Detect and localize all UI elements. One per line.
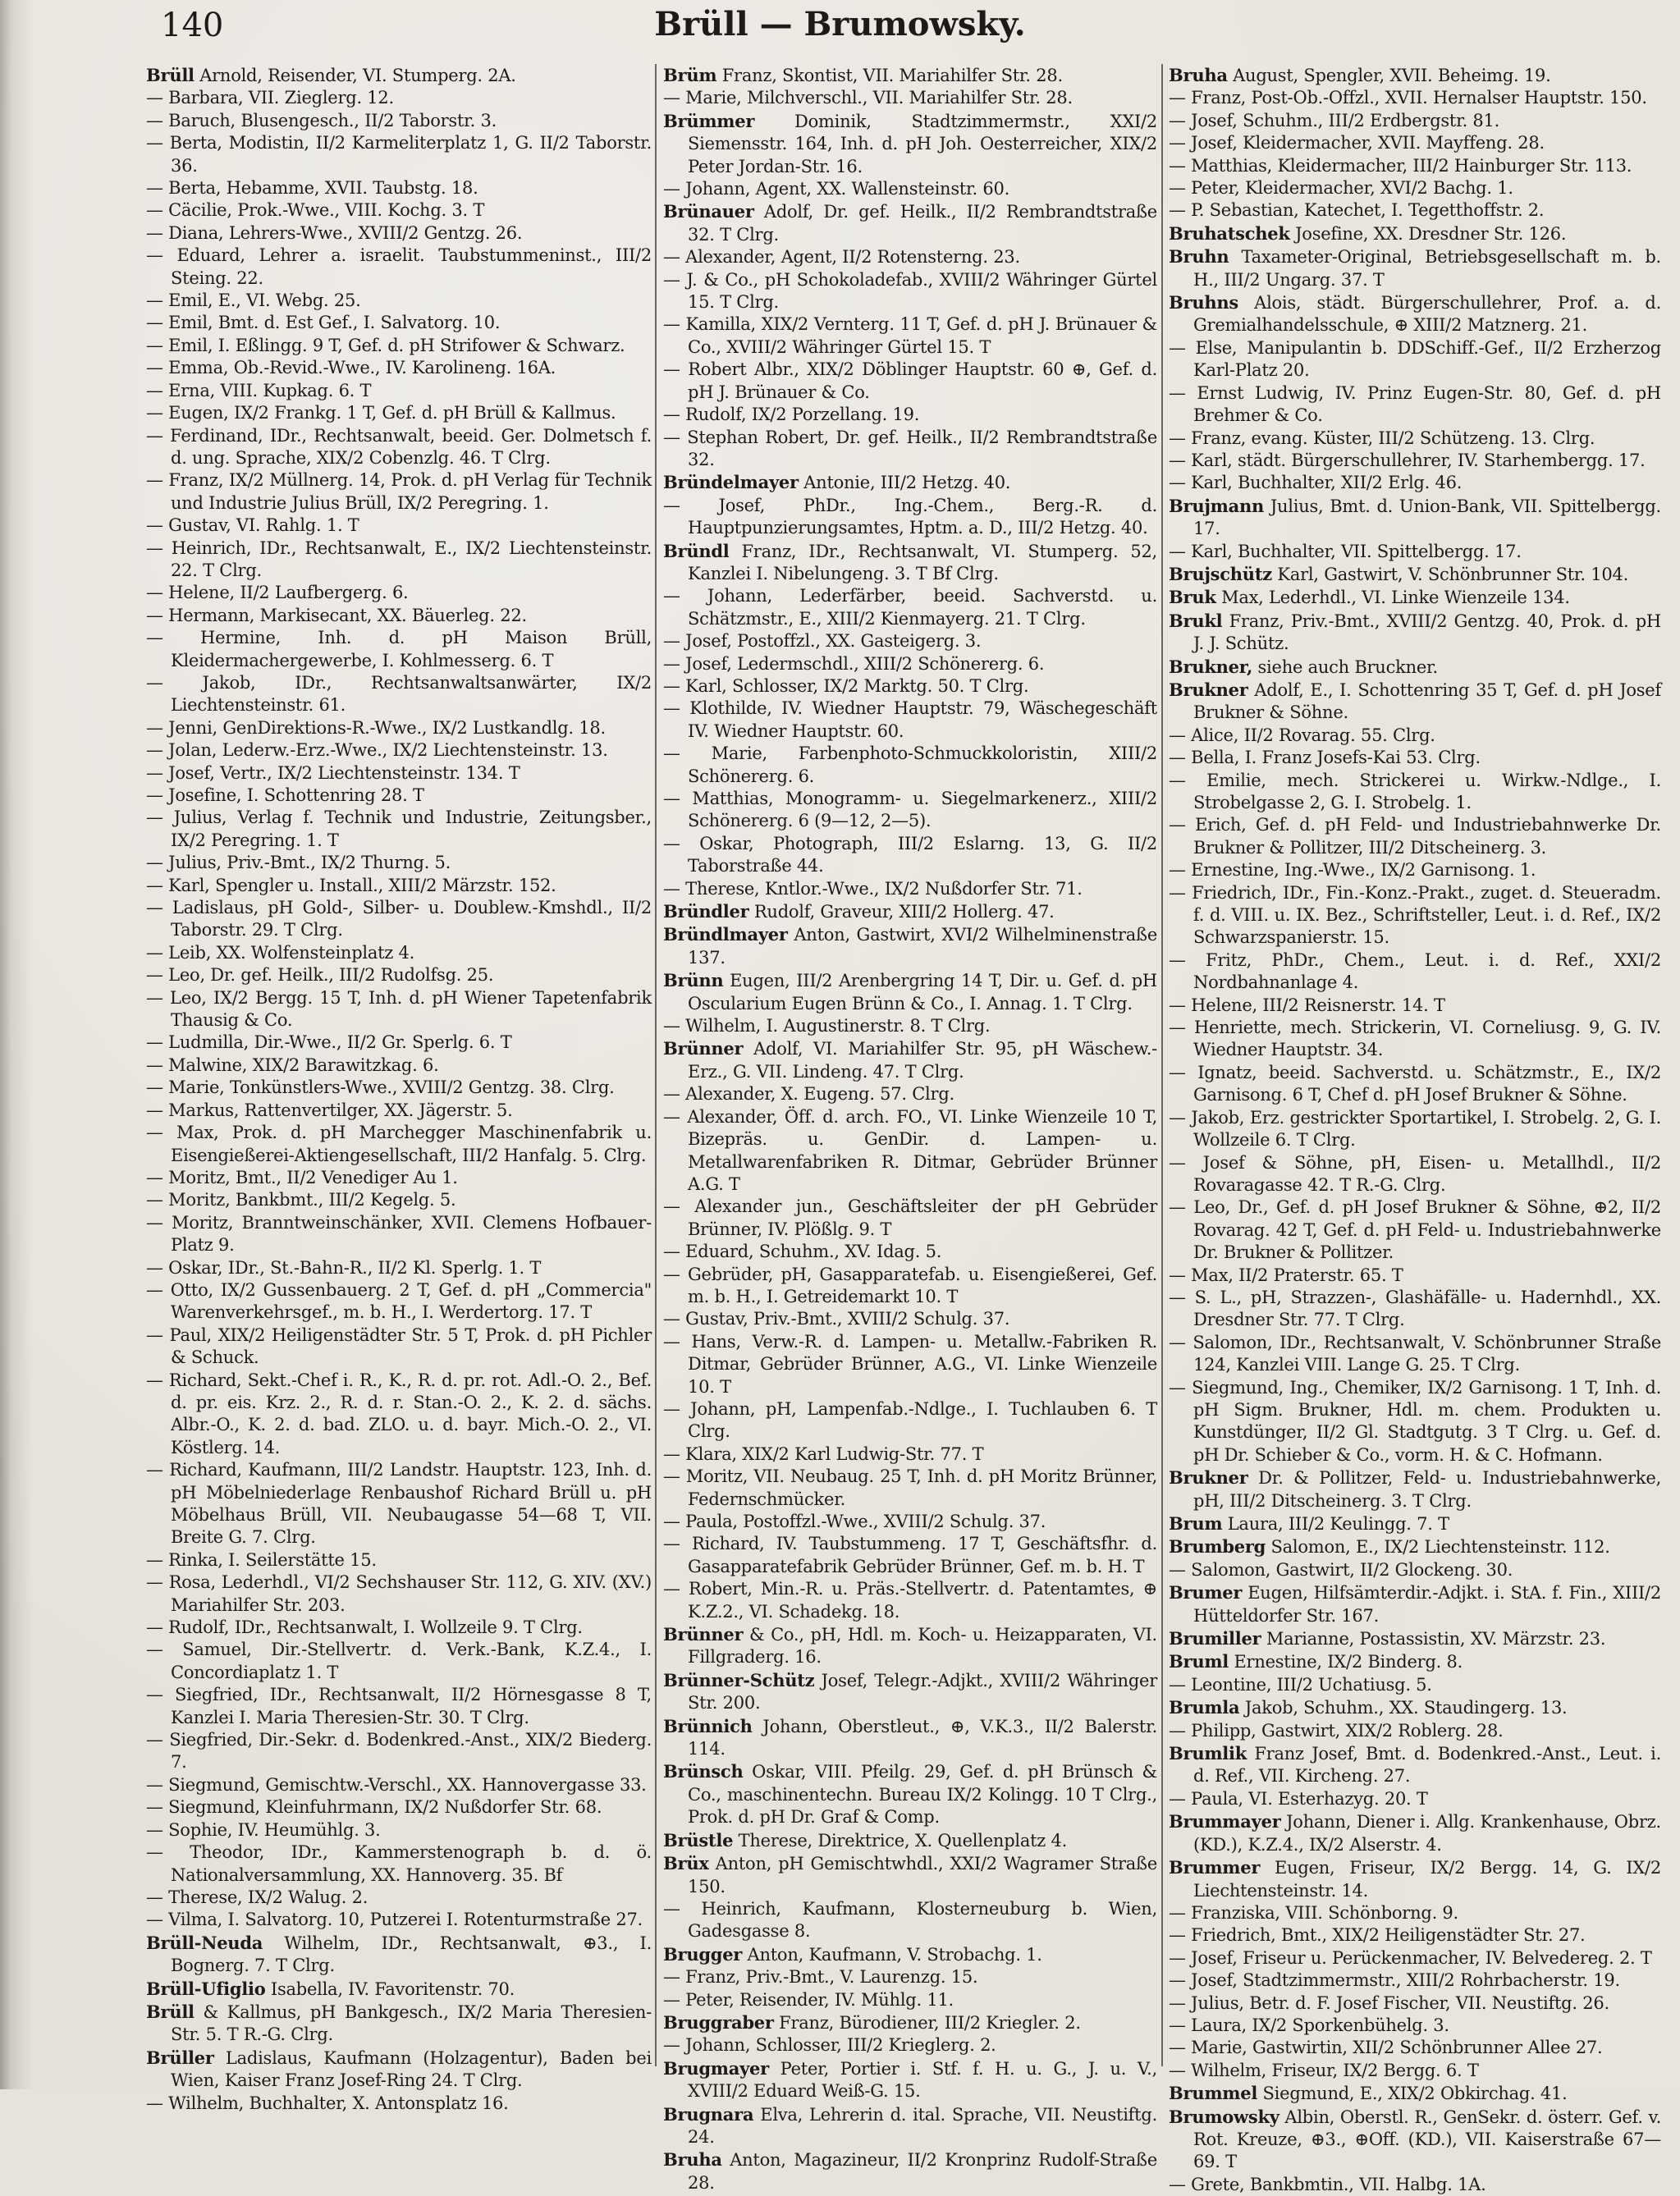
- directory-entry: — Robert Albr., XIX/2 Döblinger Hauptstr. 60 ⊕, Gef. d. pH J. Brünauer & Co.: [663, 359, 1157, 402]
- directory-entry: — Moritz, Branntweinschänker, XVII. Clemens Hofbauer-Platz 9.: [146, 1212, 652, 1256]
- directory-entry: — Jolan, Lederw.-Erz.-Wwe., IX/2 Liechtensteinstr. 13.: [146, 740, 608, 761]
- column-2: [663, 64, 1157, 2193]
- directory-entry: Brüstle Therese, Direktrice, X. Quellenplatz 4.: [663, 1829, 1068, 1851]
- entry-surname: Brünner: [663, 1038, 744, 1059]
- directory-entry: — Marie, Tonkünstlers-Wwe., XVIII/2 Gentzg. 38. Clrg.: [146, 1077, 615, 1098]
- entry-surname: Bruggraber: [663, 2011, 774, 2033]
- entry-surname: Brünauer: [663, 201, 754, 222]
- directory-entry: — Ferdinand, IDr., Rechtsanwalt, beeid. Ger. Dolmetsch f. d. ung. Sprache, XIX/2 Cobenzlg. 46. T Clrg.: [146, 425, 652, 468]
- directory-entry: — Josef, Ledermschdl., XIII/2 Schönererg. 6.: [663, 653, 1045, 674]
- entry-surname: Brümmer: [663, 110, 755, 131]
- directory-entry: — Josef, Schuhm., III/2 Erdbergstr. 81.: [1169, 110, 1500, 130]
- directory-entry: — Fritz, PhDr., Chem., Leut. i. d. Ref., XXI/2 Nordbahnanlage 4.: [1169, 949, 1661, 993]
- directory-entry: — Emil, E., VI. Webg. 25.: [146, 291, 361, 311]
- directory-entry: — Barbara, VII. Zieglerg. 12.: [146, 88, 394, 108]
- directory-entry: — Franz, evang. Küster, III/2 Schützeng. 13. Clrg.: [1169, 428, 1595, 448]
- entry-surname: Brujmann: [1169, 495, 1265, 516]
- directory-entry: — Otto, IX/2 Gussenbauerg. 2 T, Gef. d. pH „Commercia" Warenverkehrsgef., m. b. H., I. Werdertorg. 17. T: [146, 1279, 652, 1323]
- directory-entry: Brukner Adolf, E., I. Schottenring 35 T, Gef. d. pH Josef Brukner & Söhne.: [1169, 679, 1661, 723]
- entry-surname: Bründler: [663, 901, 749, 922]
- directory-entry: — Erna, VIII. Kupkag. 6. T: [146, 380, 372, 400]
- directory-entry: — Karl, Buchhalter, XII/2 Erlg. 46.: [1169, 473, 1463, 493]
- directory-entry: — Bella, I. Franz Josefs-Kai 53. Clrg.: [1169, 748, 1481, 768]
- directory-entry: Brüll-Ufiglio Isabella, IV. Favoritenstr. 70.: [146, 1978, 515, 1999]
- directory-entry: — Heinrich, Kaufmann, Klosterneuburg b. Wien, Gadesgasse 8.: [663, 1898, 1157, 1942]
- directory-entry: Brünnich Johann, Oberstleut., ⊕, V.K.3., II/2 Balerstr. 114.: [663, 1715, 1157, 1759]
- directory-entry: — J. & Co., pH Schokoladefab., XVIII/2 Währinger Gürtel 15. T Clrg.: [663, 269, 1157, 313]
- directory-entry: — Heinrich, IDr., Rechtsanwalt, E., IX/2 Liechtensteinstr. 22. T Clrg.: [146, 538, 652, 580]
- directory-entry: — Salomon, IDr., Rechtsanwalt, V. Schönbrunner Straße 124, Kanzlei VIII. Lange G. 25. T Clrg.: [1169, 1332, 1661, 1375]
- entry-surname: Brüx: [663, 1853, 709, 1874]
- entry-surname: Brünsch: [663, 1761, 744, 1782]
- directory-entry: Brüll Arnold, Reisender, VI. Stumperg. 2A.: [146, 65, 516, 85]
- entry-surname: Brujschütz: [1169, 563, 1272, 584]
- directory-entry: Brüller Ladislaus, Kaufmann (Holzagentur), Baden bei Wien, Kaiser Franz Josef-Ring 24. T Clrg.: [146, 2047, 652, 2091]
- directory-entry: Bruk Max, Lederhdl., VI. Linke Wienzeile 134.: [1169, 587, 1570, 608]
- entry-surname: Bruha: [663, 2149, 722, 2171]
- entry-surname: Brünner: [663, 1624, 744, 1645]
- directory-entry: — Alexander, X. Eugeng. 57. Clrg.: [663, 1084, 954, 1105]
- directory-entry: — Hans, Verw.-R. d. Lampen- u. Metallw.-Fabriken R. Ditmar, Gebrüder Brünner, A.G., VI. Linke Wienzeile 10. T: [663, 1331, 1157, 1397]
- directory-entry: Brujmann Julius, Bmt. d. Union-Bank, VII. Spittelbergg. 17.: [1169, 495, 1661, 539]
- directory-entry: — Peter, Kleidermacher, XVI/2 Bachg. 1.: [1169, 178, 1513, 199]
- directory-entry: — Berta, Modistin, II/2 Karmeliterplatz 1, G. II/2 Taborstr. 36.: [146, 133, 652, 176]
- directory-entry: Brumer Eugen, Hilfsämterdir.-Adjkt. i. StA. f. Fin., XIII/2 Hütteldorfer Str. 167.: [1169, 1582, 1661, 1626]
- directory-entry: — Karl, Schlosser, IX/2 Marktg. 50. T Clrg.: [663, 675, 1029, 696]
- directory-entry: — Alice, II/2 Rovarag. 55. Clrg.: [1169, 725, 1435, 745]
- directory-entry: — Emil, Bmt. d. Est Gef., I. Salvatorg. 10.: [146, 313, 501, 333]
- directory-entry: — Philipp, Gastwirt, XIX/2 Roblerg. 28.: [1169, 1720, 1504, 1741]
- directory-entry: — Josef, PhDr., Ing.-Chem., Berg.-R. d. Hauptpunzierungsamtes, Hptm. a. D., III/2 Hetzg. 40.: [663, 495, 1157, 538]
- directory-entry: Brünn Eugen, III/2 Arenbergring 14 T, Dir. u. Gef. d. pH Oscularium Eugen Brünn & Co., I. Annag. 1. T Clrg.: [663, 970, 1157, 1013]
- directory-entry: — Alexander jun., Geschäftsleiter der pH Gebrüder Brünner, IV. Plößlg. 9. T: [663, 1196, 1157, 1239]
- directory-entry: — Josef, Kleidermacher, XVII. Mayffeng. 28.: [1169, 133, 1545, 153]
- directory-entry: — Siegmund, Kleinfuhrmann, IX/2 Nußdorfer Str. 68.: [146, 1797, 602, 1818]
- directory-entry: — Leontine, III/2 Uchatiusg. 5.: [1169, 1674, 1432, 1695]
- entry-surname: Brüll: [146, 65, 195, 85]
- directory-entry: — Josef, Postoffzl., XX. Gasteigerg. 3.: [663, 631, 982, 652]
- directory-entry: — Henriette, mech. Strickerin, VI. Corneliusg. 9, G. IV. Wiedner Hauptstr. 34.: [1169, 1018, 1661, 1060]
- directory-entry: — Berta, Hebamme, XVII. Taubstg. 18.: [146, 178, 478, 199]
- directory-entry: Brünsch Oskar, VIII. Pfeilg. 29, Gef. d. pH Brünsch & Co., maschinentechn. Bureau IX/2 Kolingg. 10 T Clrg., Prok. d. pH Dr. Graf & Comp.: [663, 1761, 1157, 1828]
- entry-surname: Brünnich: [663, 1715, 753, 1736]
- directory-entry: — Josefine, I. Schottenring 28. T: [146, 785, 424, 805]
- entry-surname: Brüstle: [663, 1829, 734, 1851]
- directory-entry: — Markus, Rattenvertilger, XX. Jägerstr. 5.: [146, 1100, 513, 1120]
- entry-surname: Brüll-Neuda: [146, 1932, 263, 1953]
- directory-entry: Bruhatschek Josefine, XX. Dresdner Str. 126.: [1169, 222, 1567, 244]
- entry-surname: Brugmayer: [663, 2057, 769, 2079]
- directory-columns: [146, 64, 1661, 2194]
- directory-entry: — Oskar, IDr., St.-Bahn-R., II/2 Kl. Sperlg. 1. T: [146, 1257, 542, 1278]
- directory-entry: — Jakob, Erz. gestrickter Sportartikel, I. Strobelg. 2, G. I. Wollzeile 6. T Clrg.: [1169, 1107, 1661, 1151]
- directory-entry: — Kamilla, XIX/2 Vernterg. 11 T, Gef. d. pH J. Brünauer & Co., XVIII/2 Währinger Gürtel 15. T: [663, 314, 1157, 357]
- directory-entry: — Matthias, Monogramm- u. Siegelmarkenerz., XIII/2 Schönererg. 6 (9—12, 2—5).: [663, 789, 1157, 831]
- entry-surname: Bruha: [1169, 65, 1228, 85]
- entry-surname: Brummayer: [1169, 1811, 1281, 1832]
- directory-entry: Brukner Dr. & Pollitzer, Feld- u. Industriebahnwerke, pH, III/2 Ditscheinerg. 3. T Clrg.: [1169, 1467, 1661, 1511]
- directory-entry: — Cäcilie, Prok.-Wwe., VIII. Kochg. 3. T: [146, 200, 485, 221]
- directory-entry: — Peter, Reisender, IV. Mühlg. 11.: [663, 1989, 954, 2010]
- directory-entry: — Klara, XIX/2 Karl Ludwig-Str. 77. T: [663, 1443, 984, 1464]
- directory-entry: — Marie, Milchverschl., VII. Mariahilfer Str. 28.: [663, 88, 1073, 108]
- directory-entry: — Ernestine, Ing.-Wwe., IX/2 Garnisong. 1.: [1169, 860, 1536, 881]
- directory-entry: — Karl, Spengler u. Install., XIII/2 Märzstr. 152.: [146, 875, 556, 895]
- directory-entry: — Leo, Dr., Gef. d. pH Josef Brukner & Söhne, ⊕2, II/2 Rovarag. 42 T, Gef. d. pH Feld- u. Industriebahnwerke Dr. Brukner & Pollitzer.: [1169, 1197, 1661, 1263]
- directory-entry: — Josef, Friseur u. Perückenmacher, IV. Belvedereg. 2. T: [1169, 1947, 1652, 1968]
- directory-entry: — Alexander, Öff. d. arch. FO., VI. Linke Wienzeile 10 T, Bizepräs. u. GenDir. d. Lampen- u. Metallwarenfabriken R. Ditmar, Gebrüder Brünner A.G. T: [663, 1106, 1157, 1194]
- directory-entry: — Emilie, mech. Strickerei u. Wirkw.-Ndlge., I. Strobelgasse 2, G. I. Strobelg. 1.: [1169, 770, 1661, 812]
- directory-entry: — Julius, Priv.-Bmt., IX/2 Thurng. 5.: [146, 853, 451, 873]
- directory-entry: — Sophie, IV. Heumühlg. 3.: [146, 1819, 381, 1840]
- entry-surname: Brüm: [663, 65, 717, 85]
- directory-entry: Brüm Franz, Skontist, VII. Mariahilfer Str. 28.: [663, 65, 1063, 85]
- directory-entry: — Franziska, VIII. Schönborng. 9.: [1169, 1902, 1458, 1923]
- directory-entry: — Marie, Farbenphoto-Schmuckkoloristin, XIII/2 Schönererg. 6.: [663, 743, 1157, 786]
- directory-entry: Brukner, siehe auch Bruckner.: [1169, 656, 1438, 677]
- directory-entry: Bründelmayer Antonie, III/2 Hetzg. 40.: [663, 472, 1011, 493]
- entry-surname: Brukner: [1169, 1467, 1248, 1489]
- directory-entry: — Rudolf, IDr., Rechtsanwalt, I. Wollzeile 9. T Clrg.: [146, 1617, 583, 1638]
- directory-entry: — Gustav, Priv.-Bmt., XVIII/2 Schulg. 37.: [663, 1309, 1010, 1329]
- directory-entry: Bruha Anton, Magazineur, II/2 Kronprinz Rudolf-Straße 28.: [663, 2149, 1157, 2193]
- directory-entry: — Klothilde, IV. Wiedner Hauptstr. 79, Wäschegeschäft IV. Wiedner Hauptstr. 60.: [663, 698, 1157, 741]
- directory-entry: — Josef & Söhne, pH, Eisen- u. Metallhdl., II/2 Rovaragasse 42. T R.-G. Clrg.: [1169, 1152, 1661, 1195]
- directory-entry: — Rudolf, IX/2 Porzellang. 19.: [663, 405, 920, 425]
- directory-entry: — Laura, IX/2 Sporkenbühelg. 3.: [1169, 2015, 1449, 2035]
- entry-surname: Brukner,: [1169, 656, 1253, 677]
- entry-surname: Brumlik: [1169, 1743, 1247, 1764]
- entry-surname: Brumer: [1169, 1582, 1243, 1604]
- directory-entry: — Jenni, GenDirektions-R.-Wwe., IX/2 Lustkandlg. 18.: [146, 717, 606, 738]
- entry-surname: Brummel: [1169, 2083, 1258, 2104]
- directory-entry: Brumowsky Albin, Oberstl. R., GenSekr. d. österr. Gef. v. Rot. Kreuze, ⊕3., ⊕Off. (KD.), VII. Kaiserstraße 67—69. T: [1169, 2106, 1661, 2172]
- entry-surname: Brugger: [663, 1943, 743, 1965]
- entry-surname: Bruml: [1169, 1651, 1229, 1672]
- directory-entry: — Wilhelm, I. Augustinerstr. 8. T Clrg.: [663, 1016, 991, 1036]
- directory-entry: — Wilhelm, Friseur, IX/2 Bergg. 6. T: [1169, 2060, 1479, 2080]
- page-title: Brüll — Brumowsky.: [654, 5, 1026, 43]
- directory-entry: — Leo, IX/2 Bergg. 15 T, Inh. d. pH Wiener Tapetenfabrik Thausig & Co.: [146, 987, 652, 1031]
- entry-surname: Bründl: [663, 540, 730, 561]
- directory-entry: — Richard, IV. Taubstummeng. 17 T, Geschäftsfhr. d. Gasapparatefabrik Gebrüder Brünner, Gef. m. b. H. T: [663, 1534, 1157, 1576]
- entry-surname: Brumiller: [1169, 1628, 1261, 1649]
- directory-entry: Bruml Ernestine, IX/2 Binderg. 8.: [1169, 1651, 1463, 1672]
- directory-entry: — Franz, IX/2 Müllnerg. 14, Prok. d. pH Verlag für Technik und Industrie Julius Brüll, IX/2 Peregring. 1.: [146, 470, 652, 513]
- directory-entry: — Wilhelm, Buchhalter, X. Antonsplatz 16.: [146, 2093, 509, 2113]
- entry-surname: Brüller: [146, 2047, 214, 2068]
- directory-entry: — Karl, Buchhalter, VII. Spittelbergg. 17.: [1169, 541, 1522, 561]
- page-number: 140: [161, 7, 224, 44]
- directory-entry: — Leib, XX. Wolfensteinplatz 4.: [146, 942, 415, 963]
- entry-surname: Brumberg: [1169, 1536, 1266, 1558]
- directory-entry: — Else, Manipulantin b. DDSchiff.-Gef., II/2 Erzherzog Karl-Platz 20.: [1169, 337, 1661, 381]
- directory-entry: — Ludmilla, Dir.-Wwe., II/2 Gr. Sperlg. 6. T: [146, 1032, 512, 1053]
- directory-entry: — Richard, Sekt.-Chef i. R., K., R. d. pr. rot. Adl.-O. 2., Bef. d. pr. eis. Krz. 2., R. d. r. Stan.-O. 2., K. 2. d. sächs. Albr.-O., K. 2. d. bad. ZLO. u. d. bayr. Mich.-O. 2., VI. Köstlerg. 14.: [146, 1370, 652, 1457]
- directory-entry: — Emil, I. Eßlingg. 9 T, Gef. d. pH Strifower & Schwarz.: [146, 335, 625, 355]
- directory-entry: Brukl Franz, Priv.-Bmt., XVIII/2 Gentzg. 40, Prok. d. pH J. J. Schütz.: [1169, 610, 1661, 654]
- directory-entry: Brummayer Johann, Diener i. Allg. Krankenhause, Obrz. (KD.), K.Z.4., IX/2 Alserstr. 4.: [1169, 1811, 1661, 1855]
- directory-entry: Brummel Siegmund, E., XIX/2 Obkirchag. 41.: [1169, 2083, 1568, 2104]
- entry-surname: Brummer: [1169, 1857, 1261, 1878]
- directory-entry: — Moritz, Bankbmt., III/2 Kegelg. 5.: [146, 1190, 456, 1210]
- directory-entry: — Johann, Lederfärber, beeid. Sachverstd. u. Schätzmstr., E., XIII/2 Kienmayerg. 21. T Clrg.: [663, 586, 1157, 629]
- directory-entry: — Gustav, VI. Rahlg. 1. T: [146, 515, 359, 536]
- column-3: [1169, 64, 1661, 2194]
- directory-entry: Brumiller Marianne, Postassistin, XV. Märzstr. 23.: [1169, 1628, 1606, 1649]
- directory-entry: Brumberg Salomon, E., IX/2 Liechtensteinstr. 112.: [1169, 1536, 1610, 1558]
- directory-entry: Bruggraber Franz, Bürodiener, III/2 Kriegler. 2.: [663, 2011, 1081, 2033]
- directory-entry: — Erich, Gef. d. pH Feld- und Industriebahnwerke Dr. Brukner & Pollitzer, III/2 Ditscheinerg. 3.: [1169, 815, 1661, 858]
- directory-entry: — Paula, VI. Esterhazyg. 20. T: [1169, 1788, 1428, 1809]
- directory-entry: — Julius, Betr. d. F. Josef Fischer, VII. Neustiftg. 26.: [1169, 1992, 1609, 2013]
- directory-entry: — Malwine, XIX/2 Barawitzkag. 6.: [146, 1055, 439, 1075]
- directory-entry: — Samuel, Dir.-Stellvertr. d. Verk.-Bank, K.Z.4., I. Concordiaplatz 1. T: [146, 1640, 652, 1682]
- directory-entry: — Moritz, VII. Neubaug. 25 T, Inh. d. pH Moritz Brünner, Federnschmücker.: [663, 1466, 1157, 1509]
- directory-entry: — Helene, III/2 Reisnerstr. 14. T: [1169, 995, 1445, 1015]
- entry-surname: Brumowsky: [1169, 2106, 1279, 2127]
- directory-entry: Brummer Eugen, Friseur, IX/2 Bergg. 14, G. IX/2 Liechtensteinstr. 14.: [1169, 1857, 1661, 1901]
- directory-entry: Brujschütz Karl, Gastwirt, V. Schönbrunner Str. 104.: [1169, 563, 1629, 584]
- directory-entry: Bründlmayer Anton, Gastwirt, XVI/2 Wilhelminenstraße 137.: [663, 924, 1157, 968]
- directory-entry: — Franz, Post-Ob.-Offzl., XVII. Hernalser Hauptstr. 150.: [1169, 88, 1647, 108]
- directory-entry: — Paula, Postoffzl.-Wwe., XVIII/2 Schulg. 37.: [663, 1512, 1046, 1531]
- directory-entry: — Gebrüder, pH, Gasapparatefab. u. Eisengießerei, Gef. m. b. H., I. Getreidemarkt 10. T: [663, 1264, 1157, 1306]
- directory-entry: — Franz, Priv.-Bmt., V. Laurenzg. 15.: [663, 1967, 978, 1988]
- directory-entry: Brüx Anton, pH Gemischtwhdl., XXI/2 Wagramer Straße 150.: [663, 1853, 1157, 1896]
- directory-entry: — Richard, Kaufmann, III/2 Landstr. Hauptstr. 123, Inh. d. pH Möbelniederlage Renbaushof Richard Brüll u. pH Möbelhaus Brüll, VII. Neubaugasse 54—68 T, VII. Breite G. 7. Clrg.: [146, 1460, 652, 1548]
- directory-entry: — Johann, Schlosser, III/2 Krieglerg. 2.: [663, 2035, 996, 2056]
- directory-entry: — S. L., pH, Strazzen-, Glashäfälle- u. Hadernhdl., XX. Dresdner Str. 77. T Clrg.: [1169, 1287, 1661, 1330]
- entry-surname: Brugnara: [663, 2103, 754, 2125]
- entry-surname: Bruk: [1169, 587, 1216, 608]
- directory-entry: — Leo, Dr. gef. Heilk., III/2 Rudolfsg. 25.: [146, 965, 494, 986]
- directory-entry: Brüll & Kallmus, pH Bankgesch., IX/2 Maria Theresien-Str. 5. T R.-G. Clrg.: [146, 2001, 652, 2045]
- directory-entry: — Rosa, Lederhdl., VI/2 Sechshauser Str. 112, G. XIV. (XV.) Mariahilfer Str. 203.: [146, 1572, 652, 1615]
- directory-entry: Bruha August, Spengler, XVII. Beheimg. 19.: [1169, 65, 1551, 85]
- directory-entry: Brünauer Adolf, Dr. gef. Heilk., II/2 Rembrandtstraße 32. T Clrg.: [663, 201, 1157, 245]
- directory-entry: Brum Laura, III/2 Keulingg. 7. T: [1169, 1513, 1449, 1534]
- entry-surname: Bründelmayer: [663, 472, 799, 493]
- directory-entry: — Salomon, Gastwirt, II/2 Glockeng. 30.: [1169, 1559, 1513, 1580]
- directory-entry: — Therese, IX/2 Walug. 2.: [146, 1887, 369, 1907]
- directory-entry: Brugmayer Peter, Portier i. Stf. f. H. u. G., J. u. V., XVIII/2 Eduard Weiß-G. 15.: [663, 2057, 1157, 2102]
- page-header: [0, 3, 1680, 51]
- entry-surname: Brum: [1169, 1513, 1223, 1534]
- directory-entry: — Max, Prok. d. pH Marchegger Maschinenfabrik u. Eisengießerei-Aktiengesellschaft, III/2 Hanfalg. 5. Clrg.: [146, 1123, 652, 1165]
- directory-entry: Brugnara Elva, Lehrerin d. ital. Sprache, VII. Neustiftg. 24.: [663, 2103, 1157, 2147]
- directory-entry: — Ladislaus, pH Gold-, Silber- u. Doublew.-Kmshdl., II/2 Taborstr. 29. T Clrg.: [146, 898, 652, 940]
- directory-entry: — Stephan Robert, Dr. gef. Heilk., II/2 Rembrandtstraße 32.: [663, 427, 1157, 469]
- directory-entry: Brumla Jakob, Schuhm., XX. Staudingerg. 13.: [1169, 1697, 1568, 1718]
- directory-entry: Brünner Adolf, VI. Mariahilfer Str. 95, pH Wäschew.-Erz., G. VII. Lindeng. 47. T Clrg.: [663, 1038, 1157, 1082]
- directory-entry: — Therese, Kntlor.-Wwe., IX/2 Nußdorfer Str. 71.: [663, 878, 1083, 899]
- directory-entry: — Emma, Ob.-Revid.-Wwe., IV. Karolineng. 16A.: [146, 358, 556, 378]
- directory-entry: — Helene, II/2 Laufbergerg. 6.: [146, 583, 409, 603]
- directory-entry: — Friedrich, Bmt., XIX/2 Heiligenstädter Str. 27.: [1169, 1925, 1586, 1946]
- directory-entry: — Johann, Agent, XX. Wallensteinstr. 60.: [663, 179, 1010, 199]
- directory-entry: — Hermine, Inh. d. pH Maison Brüll, Kleidermachergewerbe, I. Kohlmesserg. 6. T: [146, 628, 652, 670]
- directory-entry: — Friedrich, IDr., Fin.-Konz.-Prakt., zuget. d. Steueradm. f. d. VIII. u. IX. Bez., Schriftsteller, Leut. i. d. Ref., IX/2 Schwarzspanierstr. 15.: [1169, 882, 1661, 948]
- entry-surname: Brünner-Schütz: [663, 1669, 815, 1690]
- directory-entry: Brüll-Neuda Wilhelm, IDr., Rechtsanwalt, ⊕3., I. Bognerg. 7. T Clrg.: [146, 1932, 652, 1976]
- directory-entry: — Matthias, Kleidermacher, III/2 Hainburger Str. 113.: [1169, 155, 1632, 176]
- directory-entry: Bründler Rudolf, Graveur, XIII/2 Hollerg. 47.: [663, 901, 1055, 922]
- directory-entry: — P. Sebastian, Katechet, I. Tegetthoffstr. 2.: [1169, 200, 1545, 221]
- directory-entry: — Ignatz, beeid. Sachverstd. u. Schätzmstr., E., IX/2 Garnisong. 6 T, Chef d. pH Josef Brukner & Söhne.: [1169, 1062, 1661, 1105]
- entry-surname: Brumla: [1169, 1697, 1240, 1718]
- directory-entry: — Josef, Stadtzimmermstr., XIII/2 Rohrbacherstr. 19.: [1169, 1970, 1620, 1991]
- directory-entry: — Theodor, IDr., Kammerstenograph b. d. ö. Nationalversammlung, XX. Hannoverg. 35. Bf: [146, 1842, 652, 1885]
- directory-entry: — Josef, Vertr., IX/2 Liechtensteinstr. 134. T: [146, 762, 520, 783]
- directory-entry: Brünner-Schütz Josef, Telegr.-Adjkt., XVIII/2 Währinger Str. 200.: [663, 1669, 1157, 1713]
- directory-entry: — Eduard, Schuhm., XV. Idag. 5.: [663, 1242, 942, 1262]
- directory-entry: — Paul, XIX/2 Heiligenstädter Str. 5 T, Prok. d. pH Pichler & Schuck.: [146, 1324, 652, 1368]
- entry-surname: Brüll: [146, 2001, 195, 2022]
- directory-entry: — Moritz, Bmt., II/2 Venediger Au 1.: [146, 1167, 458, 1187]
- entry-surname: Bründlmayer: [663, 924, 788, 945]
- directory-entry: Brümmer Dominik, Stadtzimmermstr., XXI/2 Siemensstr. 164, Inh. d. pH Joh. Oesterreicher, XIX/2 Peter Jordan-Str. 16.: [663, 110, 1157, 176]
- directory-entry: — Oskar, Photograph, III/2 Eslarng. 13, G. II/2 Taborstraße 44.: [663, 833, 1157, 876]
- directory-entry: — Karl, städt. Bürgerschullehrer, IV. Starhembergg. 17.: [1169, 450, 1646, 470]
- directory-entry: Brünner & Co., pH, Hdl. m. Koch- u. Heizapparaten, VI. Fillgraderg. 16.: [663, 1624, 1157, 1668]
- directory-entry: — Eugen, IX/2 Frankg. 1 T, Gef. d. pH Brüll & Kallmus.: [146, 403, 616, 423]
- directory-entry: Bruhns Alois, städt. Bürgerschullehrer, Prof. a. d. Gremialhandelsschule, ⊕ XIII/2 Matznerg. 21.: [1169, 292, 1661, 336]
- entry-surname: Brüll-Ufiglio: [146, 1978, 266, 1999]
- column-divider: [1161, 64, 1163, 2066]
- directory-entry: — Diana, Lehrers-Wwe., XVIII/2 Gentzg. 26.: [146, 222, 523, 243]
- directory-entry: — Hermann, Markisecant, XX. Bäuerleg. 22.: [146, 605, 527, 625]
- directory-entry: Bründl Franz, IDr., Rechtsanwalt, VI. Stumperg. 52, Kanzlei I. Nibelungeng. 3. T Bf Clrg.: [663, 540, 1157, 583]
- entry-surname: Bruhns: [1169, 292, 1238, 313]
- directory-entry: — Max, II/2 Praterstr. 65. T: [1169, 1265, 1403, 1285]
- directory-entry: — Robert, Min.-R. u. Präs.-Stellvertr. d. Patentamtes, ⊕ K.Z.2., VI. Schadekg. 18.: [663, 1579, 1157, 1622]
- directory-entry: — Siegfried, Dir.-Sekr. d. Bodenkred.-Anst., XIX/2 Biederg. 7.: [146, 1730, 652, 1773]
- directory-entry: — Siegmund, Ing., Chemiker, IX/2 Garnisong. 1 T, Inh. d. pH Sigm. Brukner, Hdl. m. chem. Produkten u. Kunstdünger, II/2 Gl. Stadtgutg. 3 T Clrg. u. Gef. d. pH Dr. Schieber & Co., vorm. H. & C. Hofmann.: [1169, 1377, 1661, 1465]
- directory-entry: — Eduard, Lehrer a. israelit. Taubstummeninst., III/2 Steing. 22.: [146, 245, 652, 288]
- directory-entry: — Ernst Ludwig, IV. Prinz Eugen-Str. 80, Gef. d. pH Brehmer & Co.: [1169, 382, 1661, 426]
- entry-surname: Bruhn: [1169, 246, 1229, 268]
- directory-entry: — Rinka, I. Seilerstätte 15.: [146, 1549, 377, 1570]
- entry-surname: Bruhatschek: [1169, 222, 1290, 244]
- entry-surname: Brukl: [1169, 610, 1223, 631]
- entry-surname: Brünn: [663, 970, 724, 991]
- directory-entry: Brugger Anton, Kaufmann, V. Strobachg. 1.: [663, 1943, 1042, 1965]
- directory-entry: — Siegfried, IDr., Rechtsanwalt, II/2 Hörnesgasse 8 T, Kanzlei I. Maria Theresien-Str. 30. T Clrg.: [146, 1685, 652, 1727]
- directory-entry: — Grete, Bankbmtin., VII. Halbg. 1A.: [1169, 2174, 1486, 2194]
- directory-entry: — Vilma, I. Salvatorg. 10, Putzerei I. Rotenturmstraße 27.: [146, 1910, 643, 1930]
- column-1: [146, 64, 652, 2113]
- directory-entry: — Julius, Verlag f. Technik und Industrie, Zeitungsber., IX/2 Peregring. 1. T: [146, 807, 652, 850]
- directory-entry: — Alexander, Agent, II/2 Rotensterng. 23.: [663, 247, 1020, 268]
- directory-entry: Bruhn Taxameter-Original, Betriebsgesellschaft m. b. H., III/2 Ungarg. 37. T: [1169, 246, 1661, 290]
- directory-entry: — Siegmund, Gemischtw.-Verschl., XX. Hannovergasse 33.: [146, 1774, 647, 1795]
- directory-entry: — Jakob, IDr., Rechtsanwaltsanwärter, IX/2 Liechtensteinstr. 61.: [146, 672, 652, 716]
- directory-entry: Brumlik Franz Josef, Bmt. d. Bodenkred.-Anst., Leut. i. d. Ref., VII. Kircheng. 27.: [1169, 1743, 1661, 1787]
- directory-entry: — Marie, Gastwirtin, XII/2 Schönbrunner Allee 27.: [1169, 2038, 1603, 2058]
- directory-entry: — Johann, pH, Lampenfab.-Ndlge., I. Tuchlauben 6. T Clrg.: [663, 1398, 1157, 1442]
- column-divider: [655, 64, 657, 2066]
- entry-surname: Brukner: [1169, 679, 1248, 700]
- directory-entry: — Baruch, Blusengesch., II/2 Taborstr. 3.: [146, 110, 497, 130]
